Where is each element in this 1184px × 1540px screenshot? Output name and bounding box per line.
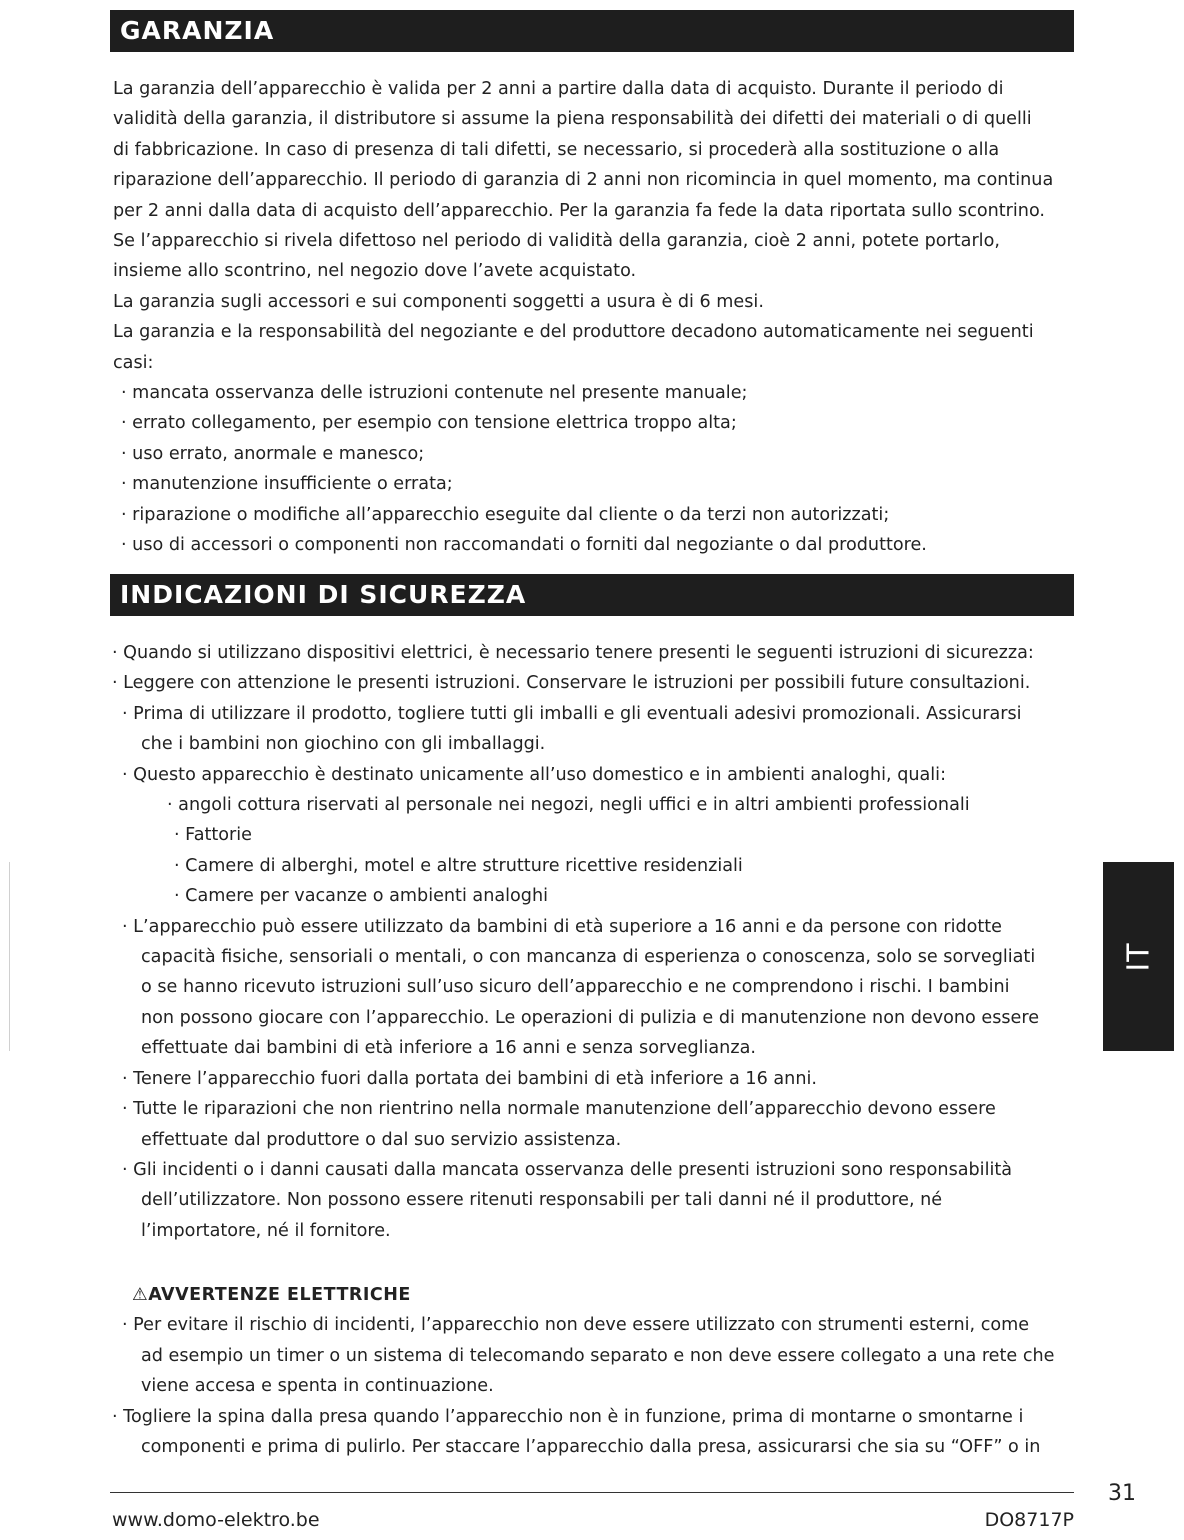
electrical-bullet-cont: componenti e prima di pulirlo. Per staccare l’apparecchio dalla presa, assicurarsi che sia su “OFF” o in <box>141 1437 1041 1458</box>
safety-bullet: · Quando si utilizzano dispositivi elettrici, è necessario tenere presenti le seguenti istruzioni di sicurezza: <box>112 643 1034 663</box>
warranty-header: GARANZIA <box>110 10 1074 52</box>
safety-bullet: · Gli incidenti o i danni causati dalla mancata osservanza delle presenti istruzioni sono responsabilità <box>122 1159 1013 1180</box>
language-tab-label: IT <box>1121 941 1156 972</box>
page-number: 31 <box>1108 1481 1136 1506</box>
language-tab <box>1103 862 1174 1051</box>
safety-bullet-cont: dell’utilizzatore. Non possono essere ritenuti responsabili per tali danni né il produttore, né <box>141 1190 943 1211</box>
safety-bullet-cont: effettuate dal produttore o dal suo servizio assistenza. <box>141 1129 622 1150</box>
safety-bullet: · Tutte le riparazioni che non rientrino nella normale manutenzione dell’apparecchio devono essere <box>122 1099 996 1120</box>
warranty-line: Se l’apparecchio si rivela difettoso nel periodo di validità della garanzia, cioè 2 anni, potete portarlo, <box>113 231 1000 252</box>
safety-bullet-cont: effettuate dai bambini di età inferiore a 16 anni e senza sorveglianza. <box>141 1038 756 1059</box>
safety-bullet-cont: o se hanno ricevuto istruzioni sull’uso sicuro dell’apparecchio e ne comprendono i rischi. I bambini <box>141 977 1010 998</box>
warranty-line: per 2 anni dalla data di acquisto dell’apparecchio. Per la garanzia fa fede la data riportata sullo scontrino. <box>113 200 1045 221</box>
safety-sub-bullet: · Camere di alberghi, motel e altre strutture ricettive residenziali <box>174 855 743 876</box>
warranty-bullet: · riparazione o modifiche all’apparecchio eseguite dal cliente o da terzi non autorizzati; <box>121 504 890 525</box>
electrical-bullet: · Togliere la spina dalla presa quando l’apparecchio non è in funzione, prima di montarne o smontarne i <box>112 1406 1024 1427</box>
footer-website[interactable]: www.domo-elektro.be <box>112 1509 320 1531</box>
safety-bullet-cont: non possono giocare con l’apparecchio. Le operazioni di pulizia e di manutenzione non devono essere <box>141 1007 1040 1028</box>
electrical-warning-heading: ⚠AVVERTENZE ELETTRICHE <box>132 1285 411 1305</box>
safety-bullet: · L’apparecchio può essere utilizzato da bambini di età superiore a 16 anni e da persone con ridotte <box>122 916 1003 937</box>
electrical-bullet: · Per evitare il rischio di incidenti, l’apparecchio non deve essere utilizzato con strumenti esterni, come <box>122 1315 1030 1336</box>
electrical-section <box>112 1280 1092 1462</box>
safety-bullet: · Tenere l’apparecchio fuori dalla portata dei bambini di età inferiore a 16 anni. <box>122 1068 817 1089</box>
warranty-line: La garanzia sugli accessori e sui componenti soggetti a usura è di 6 mesi. <box>113 291 764 312</box>
footer-model: DO8717P <box>984 1509 1074 1531</box>
electrical-bullet-cont: ad esempio un timer o un sistema di telecomando separato e non deve essere collegato a una rete che <box>141 1345 1055 1366</box>
safety-sub-bullet: · Fattorie <box>174 825 252 846</box>
warranty-bullet: · manutenzione insufficiente o errata; <box>121 474 453 495</box>
warranty-bullet: · mancata osservanza delle istruzioni contenute nel presente manuale; <box>121 383 748 404</box>
safety-bullet: · Questo apparecchio è destinato unicamente all’uso domestico e in ambienti analoghi, quali: <box>122 764 947 785</box>
warranty-line: validità della garanzia, il distributore si assume la piena responsabilità dei difetti dei materiali o di quelli <box>113 109 1032 130</box>
margin-line <box>9 862 10 1051</box>
safety-sub-bullet: · Camere per vacanze o ambienti analoghi <box>174 886 549 907</box>
safety-body <box>112 638 1092 1246</box>
safety-header: INDICAZIONI DI SICUREZZA <box>110 574 1074 616</box>
footer-divider <box>110 1492 1074 1493</box>
warranty-line: riparazione dell’apparecchio. Il periodo di garanzia di 2 anni non ricomincia in quel momento, ma continua <box>113 170 1054 191</box>
electrical-bullet-cont: viene accesa e spenta in continuazione. <box>141 1376 494 1397</box>
safety-bullet: · Prima di utilizzare il prodotto, togliere tutti gli imballi e gli eventuali adesivi promozionali. Assicurarsi <box>122 703 1022 724</box>
safety-bullet: · Leggere con attenzione le presenti istruzioni. Conservare le istruzioni per possibili future consultazioni. <box>112 673 1031 694</box>
warranty-line: casi: <box>113 352 154 373</box>
warranty-body <box>113 74 1093 561</box>
warranty-line: di fabbricazione. In caso di presenza di tali difetti, se necessario, si procederà alla sostituzione o alla <box>113 139 1000 160</box>
warranty-bullet: · errato collegamento, per esempio con tensione elettrica troppo alta; <box>121 413 737 434</box>
warranty-bullet: · uso errato, anormale e manesco; <box>121 443 425 464</box>
warranty-line: La garanzia e la responsabilità del negoziante e del produttore decadono automaticamente nei seguenti <box>113 322 1034 343</box>
safety-bullet-cont: l’importatore, né il fornitore. <box>141 1220 391 1241</box>
warranty-line: La garanzia dell’apparecchio è valida per 2 anni a partire dalla data di acquisto. Durante il periodo di <box>113 79 1004 99</box>
safety-bullet-cont: capacità fisiche, sensoriali o mentali, o con mancanza di esperienza o conoscenza, solo se sorvegliati <box>141 947 1036 968</box>
safety-bullet-cont: che i bambini non giochino con gli imballaggi. <box>141 734 546 755</box>
warranty-line: insieme allo scontrino, nel negozio dove l’avete acquistato. <box>113 261 637 282</box>
safety-sub-bullet: · angoli cottura riservati al personale nei negozi, negli uffici e in altri ambienti professionali <box>167 795 970 816</box>
warranty-bullet: · uso di accessori o componenti non raccomandati o forniti dal negoziante o dal produttore. <box>121 535 927 556</box>
